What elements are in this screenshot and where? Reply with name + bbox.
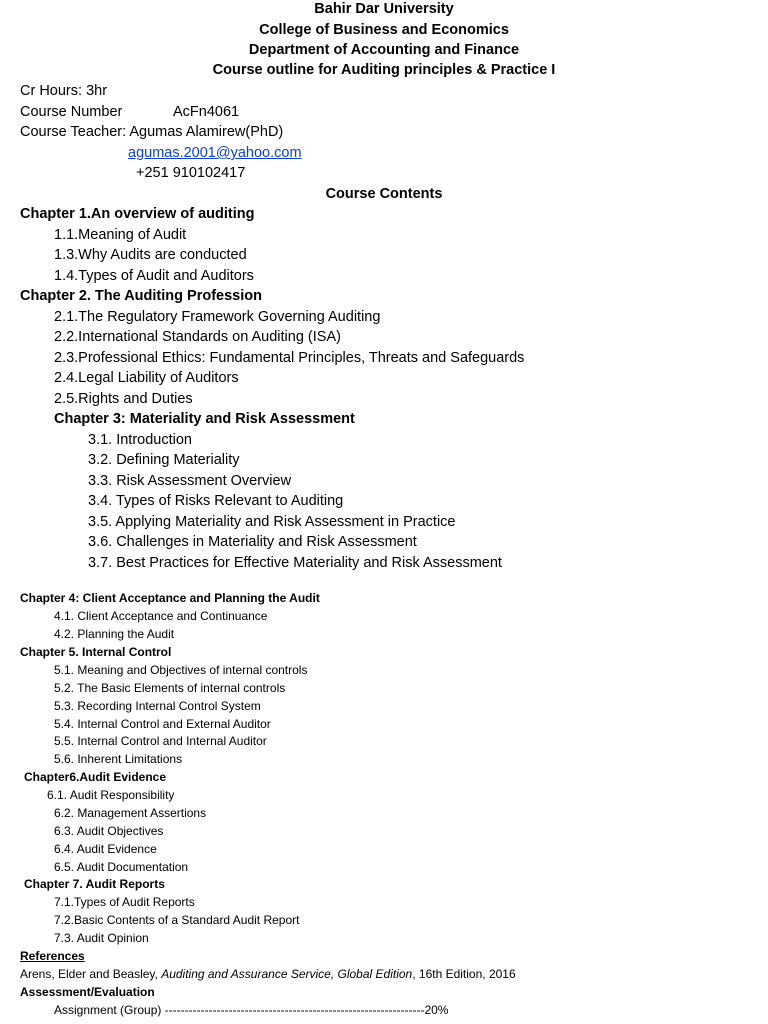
chapter-1-item: 1.4.Types of Audit and Auditors	[54, 268, 254, 284]
references-heading: References	[20, 949, 85, 963]
chapter-7-item: 7.3. Audit Opinion	[54, 931, 149, 945]
chapter-3-item: 3.2. Defining Materiality	[88, 452, 240, 468]
chapter-6-item: 6.4. Audit Evidence	[54, 842, 157, 856]
chapter-2-item: 2.1.The Regulatory Framework Governing Auditing	[54, 309, 381, 325]
chapter-2-item: 2.5.Rights and Duties	[54, 391, 193, 407]
chapter-5-item: 5.6. Inherent Limitations	[54, 752, 183, 766]
chapter-5-title: Chapter 5. Internal Control	[20, 645, 172, 659]
document-title: Course outline for Auditing principles & Practice I	[212, 62, 556, 78]
chapter-6-item: 6.3. Audit Objectives	[54, 824, 164, 838]
course-contents-heading: Course Contents	[325, 186, 443, 202]
chapter-1-item: 1.1.Meaning of Audit	[54, 227, 187, 243]
chapter-4-title: Chapter 4: Client Acceptance and Planning the Audit	[20, 591, 320, 605]
chapter-3-item: 3.7. Best Practices for Effective Materiality and Risk Assessment	[88, 555, 502, 571]
chapter-6-title: Chapter6.Audit Evidence	[24, 770, 167, 784]
chapter-2-item: 2.2.International Standards on Auditing (ISA)	[54, 329, 341, 345]
reference-entry	[20, 967, 516, 981]
assessment-heading: Assessment/Evaluation	[20, 985, 155, 999]
course-number-label: Course Number	[20, 104, 123, 120]
chapter-3-item: 3.1. Introduction	[88, 432, 192, 448]
assessment-item: Assignment (Group) -----------------------------------------------------------------20%	[54, 1003, 449, 1017]
chapter-6-item: 6.2. Management Assertions	[54, 806, 207, 820]
course-teacher: Course Teacher: Agumas Alamirew(PhD)	[20, 124, 284, 140]
chapter-5-item: 5.2. The Basic Elements of internal controls	[54, 681, 286, 695]
teacher-email-link[interactable]: agumas.2001@yahoo.com	[128, 145, 302, 161]
department-name: Department of Accounting and Finance	[248, 42, 520, 58]
chapter-3-item: 3.4. Types of Risks Relevant to Auditing	[88, 493, 344, 509]
chapter-5-item: 5.5. Internal Control and Internal Auditor	[54, 734, 267, 748]
chapter-7-item: 7.1.Types of Audit Reports	[54, 895, 195, 909]
chapter-7-title: Chapter 7. Audit Reports	[24, 877, 165, 891]
university-name: Bahir Dar University	[314, 1, 454, 17]
chapter-3-item: 3.6. Challenges in Materiality and Risk Assessment	[88, 534, 417, 550]
chapter-6-item: 6.5. Audit Documentation	[54, 860, 189, 874]
chapter-2-item: 2.3.Professional Ethics: Fundamental Principles, Threats and Safeguards	[54, 350, 525, 366]
chapter-4-item: 4.2. Planning the Audit	[54, 627, 175, 641]
college-name: College of Business and Economics	[259, 22, 509, 38]
chapter-4-item: 4.1. Client Acceptance and Continuance	[54, 609, 268, 623]
chapter-1-item: 1.3.Why Audits are conducted	[54, 247, 247, 263]
chapter-3-title: Chapter 3: Materiality and Risk Assessment	[54, 411, 355, 427]
reference-edition: , 16th Edition, 2016	[412, 967, 516, 981]
course-number-value: AcFn4061	[173, 104, 240, 120]
chapter-3-item: 3.5. Applying Materiality and Risk Assessment in Practice	[88, 514, 456, 530]
chapter-7-item: 7.2.Basic Contents of a Standard Audit Report	[54, 913, 300, 927]
chapter-6-item: 6.1. Audit Responsibility	[47, 788, 175, 802]
cr-hours: Cr Hours: 3hr	[20, 83, 108, 99]
reference-book-title: Auditing and Assurance Service, Global Edition	[161, 967, 413, 981]
chapter-5-item: 5.1. Meaning and Objectives of internal controls	[54, 663, 308, 677]
chapter-1-title: Chapter 1.An overview of auditing	[20, 206, 255, 222]
chapter-5-item: 5.4. Internal Control and External Auditor	[54, 717, 271, 731]
chapter-5-item: 5.3. Recording Internal Control System	[54, 699, 261, 713]
chapter-3-item: 3.3. Risk Assessment Overview	[88, 473, 292, 489]
chapter-2-title: Chapter 2. The Auditing Profession	[20, 288, 262, 304]
chapter-2-item: 2.4.Legal Liability of Auditors	[54, 370, 239, 386]
teacher-phone: +251 910102417	[136, 165, 246, 181]
reference-authors: Arens, Elder and Beasley,	[20, 967, 162, 981]
